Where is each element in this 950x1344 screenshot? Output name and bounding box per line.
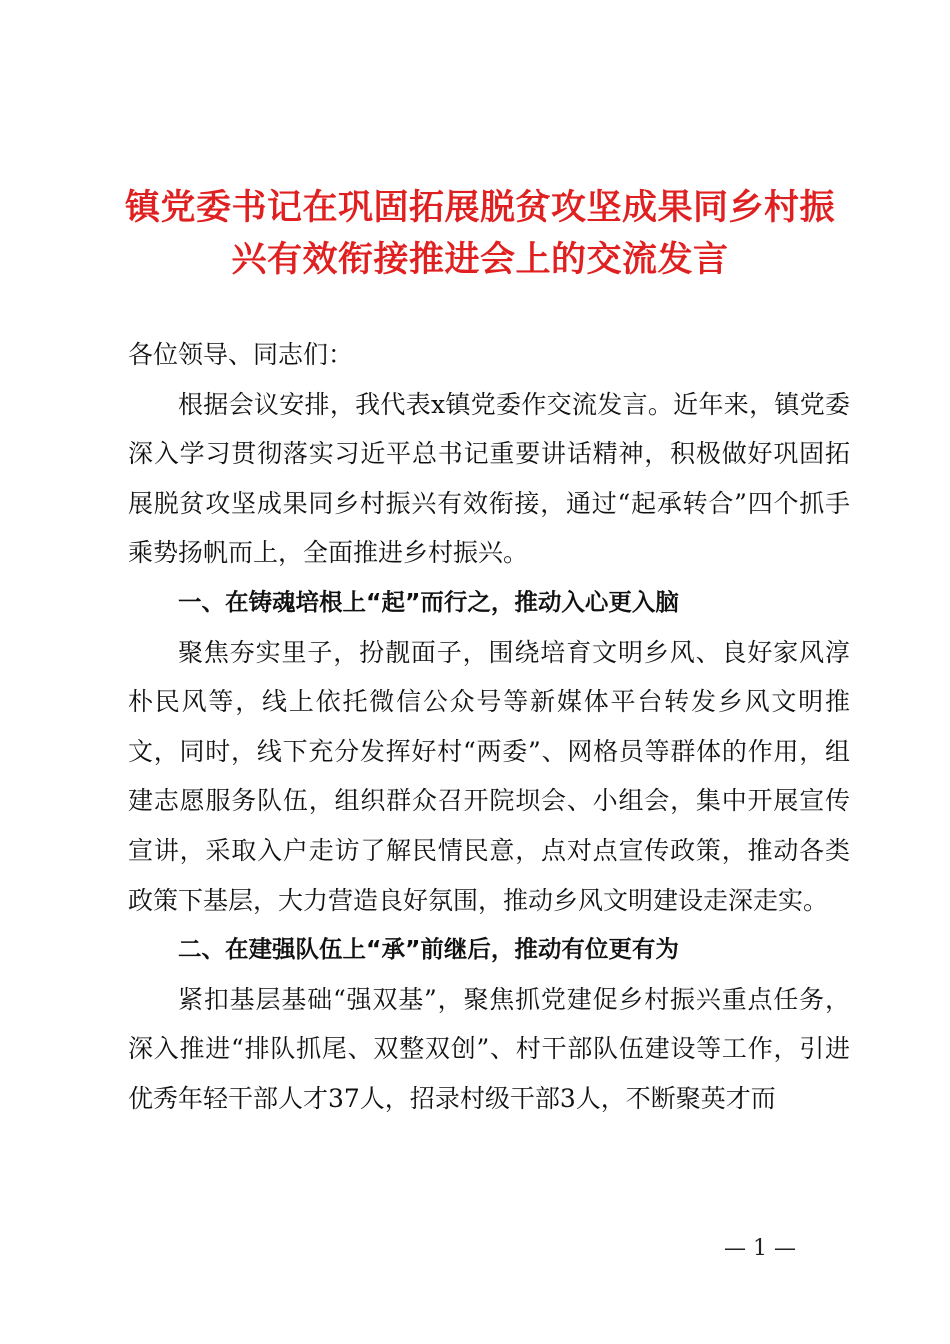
title-line-2: 兴有效衔接推进会上的交流发言 [231, 240, 729, 280]
intro-paragraph: 根据会议安排，我代表x镇党委作交流发言。近年来，镇党委深入学习贯彻落实习近平总书记重要讲话精神，积极做好巩固拓展脱贫攻坚成果同乡村振兴有效衔接，通过“起承转合”四个抓手乘势扬帆而上，全面推进乡村振兴。 [128, 389, 850, 568]
section-heading-1: 一、在铸魂培根上“起”而行之，推动入心更入脑 [178, 587, 679, 616]
document-body [128, 330, 850, 1124]
document-title [120, 182, 840, 286]
page-number: — 1 — [724, 1236, 796, 1261]
section-2-paragraph: 紧扣基层基础“强双基”，聚焦抓党建促乡村振兴重点任务，深入推进“排队抓尾、双整双创”、村干部队伍建设等工作，引进优秀年轻干部人才37人，招录村级干部3人，不断聚英才而 [128, 984, 850, 1113]
title-line-1: 镇党委书记在巩固拓展脱贫攻坚成果同乡村振 [124, 188, 835, 228]
section-heading-2: 二、在建强队伍上“承”前继后，推动有位更有为 [178, 935, 679, 964]
section-1-paragraph: 聚焦夯实里子，扮靓面子，围绕培育文明乡风、良好家风淳朴民风等，线上依托微信公众号等新媒体平台转发乡风文明推文，同时，线下充分发挥好村“两委”、网格员等群体的作用，组建志愿服务队伍，组织群众召开院坝会、小组会，集中开展宣传宣讲，采取入户走访了解民情民意，点对点宣传政策，推动各类政策下基层，大力营造良好氛围，推动乡风文明建设走深走实。 [128, 637, 850, 915]
greeting: 各位领导、同志们： [128, 340, 354, 369]
